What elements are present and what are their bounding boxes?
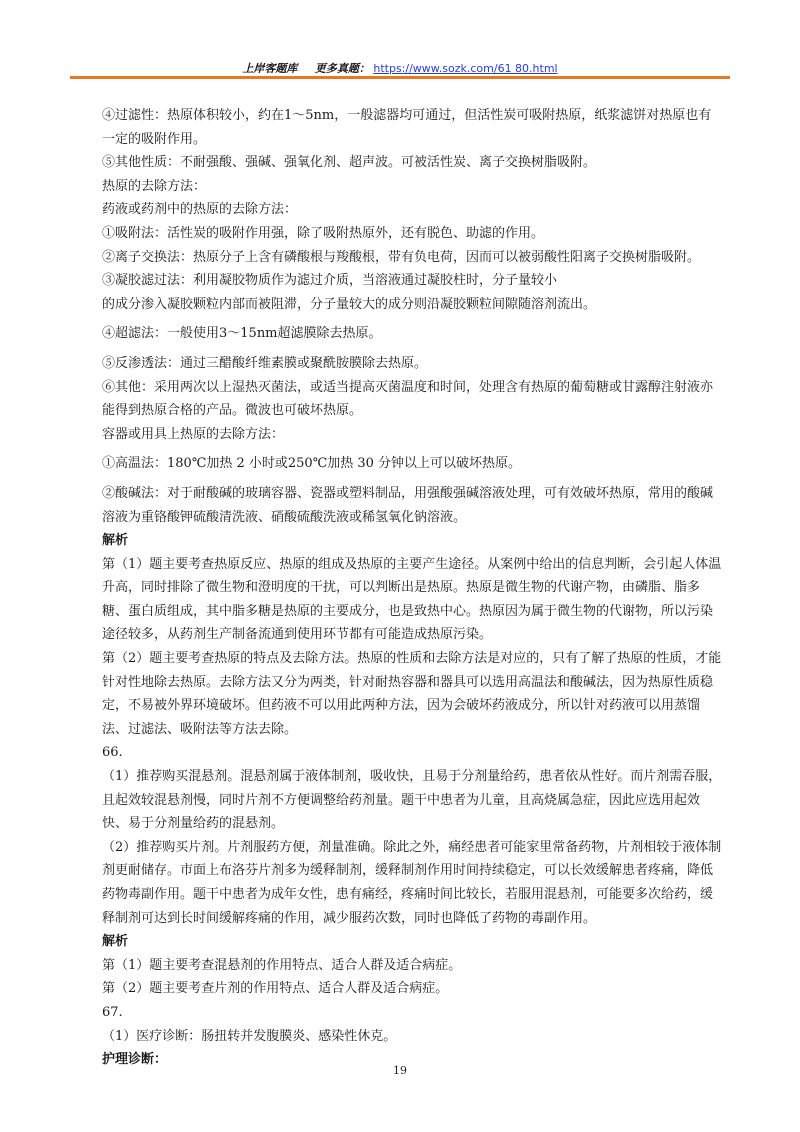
paragraph: ④超滤法：一般使用3～15nm超滤膜除去热原。 <box>102 326 382 342</box>
paragraph: 第（2）题主要考查片剂的作用特点、适合人群及适合病症。 <box>102 981 449 997</box>
paragraph: 第（1）题主要考查混悬剂的作用特点、适合人群及适合病症。 <box>102 957 462 973</box>
paragraph: ⑤其他性质：不耐强酸、强碱、强氧化剂、超声波。可被活性炭、离子交换树脂吸附。 <box>102 155 597 171</box>
question-number: 66. <box>102 745 123 761</box>
paragraph: （2）推荐购买片剂。片剂服药方便，剂量准确。除此之外，痛经患者可能家里常备药物，片剂相较于液体制剂更耐储存。市面上布洛芬片剂多为缓释制剂，缓释制剂作用时间持续稳定，可以长效缓解患者疼痛，降低药物毒副作用。题干中患者为成年女性，患有痛经，疼痛时间比较长，若服用混悬剂，可能要多次给药，缓释制剂可达到长时间缓解疼痛的作用，减少服药次数，同时也降低了药物的毒副作用。 <box>102 839 722 926</box>
header-link[interactable]: https://www.sozk.com/61 80.html <box>373 62 558 75</box>
paragraph: 第（1）题主要考查热原反应、热原的组成及热原的主要产生途径。从案例中给出的信息判断，会引起人体温升高，同时排除了微生物和澄明度的干扰，可以判断出是热原。热原是微生物的代谢产物，由磷脂、脂多糖、蛋白质组成，其中脂多糖是热原的主要成分，也是致热中心。热原因为属于微生物的代谢物，所以污染途径较多，从药剂生产制备流通到使用环节都有可能造成热原污染。 <box>102 556 722 643</box>
paragraph: 热原的去除方法： <box>102 178 207 194</box>
paragraph: ①吸附法：活性炭的吸附作用强，除了吸附热原外，还有脱色、助滤的作用。 <box>102 225 545 241</box>
paragraph: ④过滤性：热原体积较小，约在1～5nm，一般滤器均可通过，但活性炭可吸附热原，纸浆滤饼对热原也有一定的吸附作用。 <box>102 108 712 147</box>
paragraph: ②酸碱法：对于耐酸碱的玻璃容器、瓷器或塑料制品，用强酸强碱溶液处理，可有效破坏热原，常用的酸碱溶液为重铬酸钾硫酸清洗液、硝酸硫酸洗液或稀氢氧化钠溶液。 <box>102 485 714 525</box>
paragraph: （1）医疗诊断：肠扭转并发腹膜炎、感染性休克。 <box>102 1028 397 1044</box>
paragraph: 护理诊断： <box>102 1052 168 1068</box>
header-divider <box>70 76 730 79</box>
paragraph: ①高温法：180℃加热 2 小时或250℃加热 30 分钟以上可以破坏热原。 <box>102 456 522 472</box>
page-number: 19 <box>393 1064 407 1077</box>
paragraph: ⑥其他：采用两次以上湿热灭菌法，或适当提高灭菌温度和时间，处理含有热原的葡萄糖或甘露醇注射液亦能得到热原合格的产品。微波也可破坏热原。 <box>102 379 714 419</box>
document-body <box>102 104 724 1072</box>
section-heading: 解析 <box>102 533 129 549</box>
paragraph: ⑤反渗透法：通过三醋酸纤维素膜或聚酰胺膜除去热原。 <box>102 355 428 371</box>
paragraph: （1）推荐购买混悬剂。混悬剂属于液体制剂，吸收快，且易于分剂量给药，患者依从性好。而片剂需吞服，且起效较混悬剂慢，同时片剂不方便调整给药剂量。题干中患者为儿童，且高烧属急症，因此应选用起效快、易于分剂量给药的混悬剂。 <box>102 769 722 832</box>
paragraph: ③凝胶滤过法：利用凝胶物质作为滤过介质，当溶液通过凝胶柱时，分子量较小 <box>102 273 558 289</box>
paragraph: ②离子交换法：热原分子上含有磷酸根与羧酸根，带有负电荷，因而可以被弱酸性阳离子交换树脂吸附。 <box>102 249 701 265</box>
question-number: 67. <box>102 1004 123 1020</box>
header-label-more: 更多真题： <box>314 62 370 75</box>
page-header <box>70 60 730 76</box>
header-label-bank: 上岸客题库 <box>242 62 298 75</box>
paragraph: 药液或药剂中的热原的去除方法： <box>102 202 298 218</box>
paragraph: 的成分渗入凝胶颗粒内部而被阻滞，分子量较大的成分则沿凝胶颗粒间隙随溶剂流出。 <box>102 296 597 312</box>
paragraph: 第（2）题主要考查热原的特点及去除方法。热原的性质和去除方法是对应的，只有了解了热原的性质，才能针对性地除去热原。去除方法又分为两类，针对耐热容器和器具可以选用高温法和酸碱法，因为热原性质稳定，不易被外界环境破坏。但药液不可以用此两种方法，因为会破坏药液成分，所以针对药液可以用蒸馏法、过滤法、吸附法等方法去除。 <box>102 651 722 737</box>
section-heading: 解析 <box>102 934 129 950</box>
paragraph: 容器或用具上热原的去除方法： <box>102 426 285 442</box>
